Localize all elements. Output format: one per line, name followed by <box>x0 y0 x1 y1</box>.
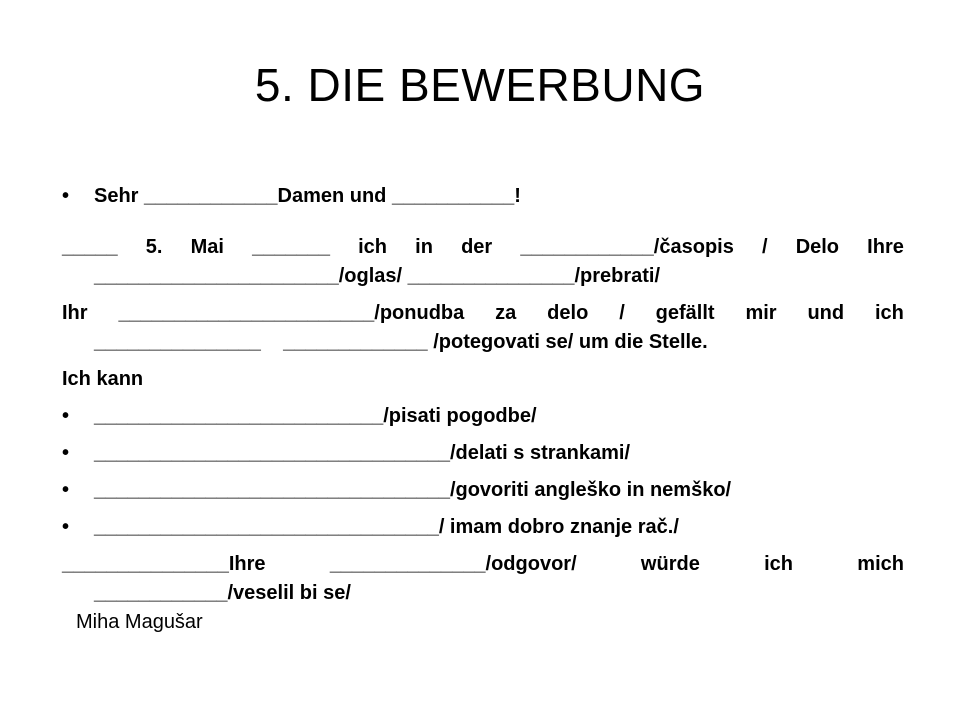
word: ______________/odgovor/ <box>329 553 577 575</box>
slide-title: 5. DIE BEWERBUNG <box>254 59 706 111</box>
word: ich <box>764 553 794 575</box>
word: / <box>761 236 768 258</box>
line-offer <box>62 299 904 328</box>
word: 5. <box>145 236 163 258</box>
bullet-item-customers <box>62 439 904 468</box>
bullet-item-contracts <box>62 402 904 431</box>
word: Delo <box>795 236 840 258</box>
word: / <box>619 302 625 324</box>
greeting-text: Sehr ____________Damen und ___________! <box>94 185 521 207</box>
bullet-item-computer <box>62 513 904 542</box>
word: und <box>807 302 845 324</box>
bullet-text: ________________________________/delati s strankami/ <box>94 442 631 464</box>
word: würde <box>640 553 700 575</box>
word: gefällt <box>655 302 715 324</box>
apply-text: _______________ _____________ /potegovati se/ um die Stelle. <box>94 331 708 353</box>
bullet-text: _______________________________/ imam dobro znanje rač./ <box>94 516 679 538</box>
word: ____________/časopis <box>520 236 734 258</box>
letter-exercise <box>62 182 904 608</box>
line-apply <box>62 328 904 357</box>
word: ich <box>358 236 387 258</box>
word: mir <box>745 302 777 324</box>
line-date-newspaper <box>62 233 904 262</box>
word: delo <box>547 302 589 324</box>
happy-text: ____________/veselil bi se/ <box>94 582 351 604</box>
word: in <box>415 236 433 258</box>
word: Mai <box>190 236 224 258</box>
word: _____ <box>62 236 118 258</box>
word: _______ <box>252 236 330 258</box>
bullet-line-greeting <box>62 182 904 211</box>
word: Ihr <box>62 302 88 324</box>
line-happy <box>62 579 904 608</box>
word: ich <box>875 302 904 324</box>
bullet-item-languages <box>62 476 904 505</box>
line-ich-kann <box>62 365 904 394</box>
word: _______________Ihre <box>62 553 266 575</box>
word: mich <box>857 553 904 575</box>
bullet-text: ________________________________/govoriti angleško in nemško/ <box>94 479 732 501</box>
ich-kann-text: Ich kann <box>62 368 144 390</box>
author-name: Miha Magušar <box>76 611 203 633</box>
word: za <box>495 302 517 324</box>
word: der <box>461 236 493 258</box>
word: Ihre <box>867 236 904 258</box>
bullet-text: __________________________/pisati pogodbe/ <box>94 405 537 427</box>
ad-read-text: ______________________/oglas/ _______________/prebrati/ <box>94 265 661 287</box>
word: _______________________/ponudba <box>118 302 465 324</box>
line-reply <box>62 550 904 579</box>
line-ad-read <box>62 262 904 291</box>
